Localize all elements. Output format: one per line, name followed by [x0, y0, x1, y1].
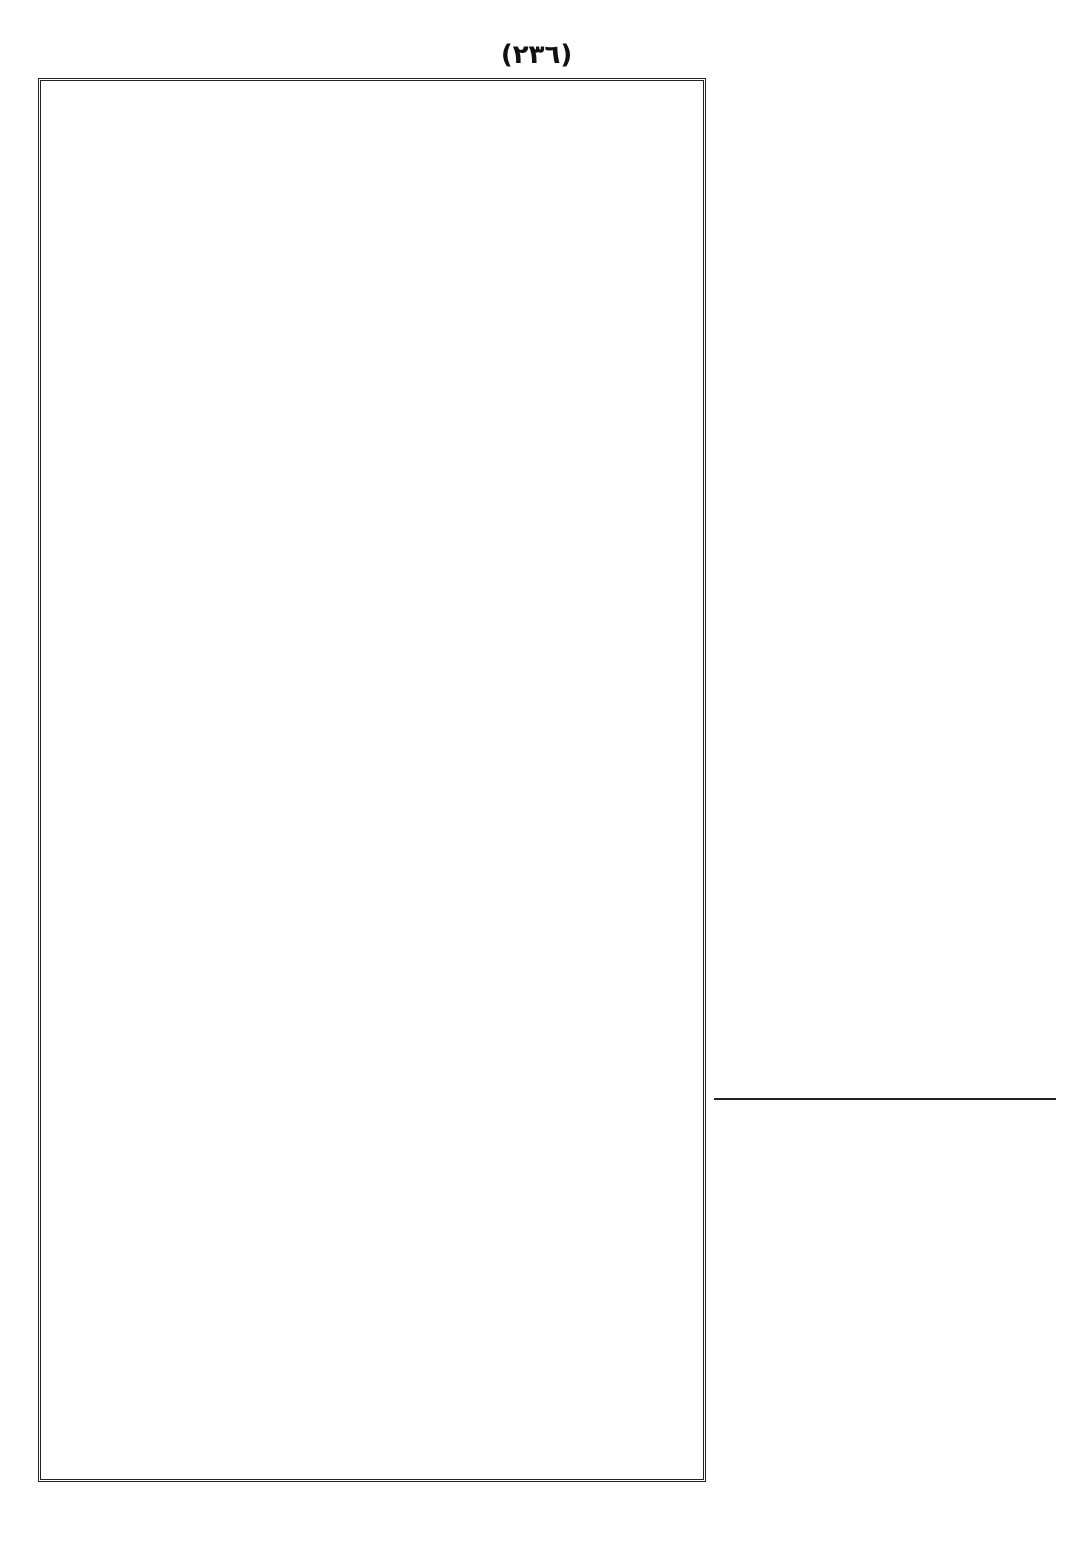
- footer-note-line: [40, 1488, 1037, 1522]
- footer-gloss-line: [40, 1522, 1037, 1556]
- margin-note-text: [714, 1104, 1056, 1484]
- page-number: (٢٣٦): [500, 40, 573, 71]
- margin-divider: [714, 1098, 1056, 1100]
- margin-hadith-text: [714, 88, 1056, 1093]
- main-commentary-text: [48, 86, 698, 1476]
- running-header: [36, 36, 1037, 76]
